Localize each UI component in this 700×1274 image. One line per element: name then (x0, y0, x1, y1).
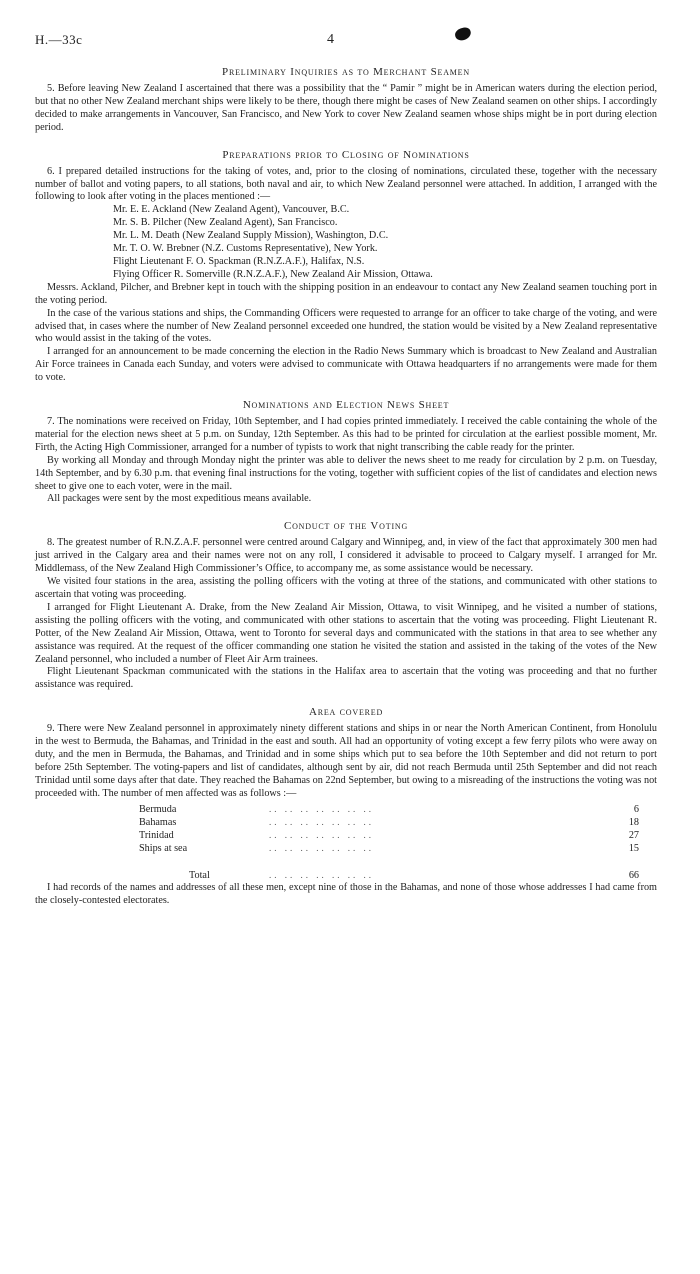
document-reference: H.—33c (35, 32, 83, 47)
section-heading-merchant: Preliminary Inquiries as to Merchant Seamen (222, 66, 470, 78)
section-heading-preparations: Preparations prior to Closing of Nominations (222, 148, 470, 161)
paragraph: Messrs. Ackland, Pilcher, and Brebner kept in touch with the shipping position in an endeavour to contact any New Zealand seamen touching port in the voting period. (35, 281, 657, 306)
total-value: 66 (628, 869, 639, 881)
paragraph: I arranged for Flight Lieutenant A. Drake, from the New Zealand Air Mission, Ottawa, to visit Winnipeg, and he visited a number of stations, assisting the polling officers with the voting, and communicated with other stations to ascertain that the voting was proceeding. Flight Lieutenant R. Potter, of the New Zealand Air Mission, Ottawa, went to Toronto for several days and communicated with the stations in that area to see whether any assistance was required. At the request of the officer commanding one station he visited the station and assisted in the taking of the votes of the New Zealand personnel, who included a number of Fleet Air Arm trainees. (35, 601, 657, 665)
table-row (139, 829, 639, 842)
paragraph: I arranged for an announcement to be made concerning the election in the Radio News Summary which is broadcast to New Zealand and Australian Air Force trainees in Canada each Sunday, and voters were advised to communicate with Ottawa headquarters if no arrangements were made for them to vote. (35, 346, 657, 384)
total-label: Total (189, 869, 210, 881)
paragraph-6: 6. I prepared detailed instructions for the taking of votes, and, prior to the closing of nominations, circulated these, together with the necessary number of ballot and voting papers, to all stations, both naval and air, to which New Zealand personnel were attached. In addition, I arranged with the following to look after voting in the places mentioned :— (35, 165, 657, 203)
paragraph: By working all Monday and through Monday night the printer was able to deliver the news sheet to me ready for circulation by 2 p.m. on Tuesday, 14th September, and by 6.30 p.m. that evening final instructions for the voting, together with sufficient copies of the list of candidates and election news sheet to give one to each voter, were in the mail. (35, 454, 657, 492)
leader-dots: .. .. .. .. .. .. .. (269, 816, 374, 827)
row-value: 18 (628, 816, 639, 828)
page-header (35, 32, 657, 52)
list-item: Mr. E. E. Ackland (New Zealand Agent), Vancouver, B.C. (113, 204, 350, 216)
list-item: Mr. L. M. Death (New Zealand Supply Mission), Washington, D.C. (113, 230, 389, 242)
paragraph: In the case of the various stations and ships, the Commanding Officers were requested to arrange for an officer to take charge of the voting, and were advised that, in cases where the number of New Zealand personnel exceeded one hundred, the station would be visited by a New Zealand representative who would assist in the taking of the votes. (35, 307, 657, 345)
table-row (139, 816, 639, 829)
row-label: Bahamas (139, 816, 177, 828)
closing-paragraph: I had records of the names and addresses of all these men, except nine of those in the Bahamas, and none of those whose addresses I had came from the closely-contested electorates. (35, 881, 657, 906)
row-label: Bermuda (139, 803, 177, 815)
row-value: 6 (633, 803, 639, 815)
list-item: Mr. T. O. W. Brebner (N.Z. Customs Representative), New York. (113, 243, 378, 255)
ink-blot (454, 26, 473, 42)
table-row (139, 803, 639, 816)
paragraph-7: 7. The nominations were received on Friday, 10th September, and I had copies printed immediately. I received the cable containing the whole of the material for the election news sheet at 5 p.m. on Sunday, 12th September. As this had to be printed for circulation at the earliest possible moment, Mr. Firth, the Acting High Commissioner, arranged for a number of typists to work that night transcribing the cable ready for the printer. (35, 416, 657, 453)
leader-dots: .. .. .. .. .. .. .. (269, 803, 374, 814)
row-label: Ships at sea (139, 842, 188, 854)
paragraph: All packages were sent by the most expeditious means available. (47, 493, 312, 505)
list-item: Flying Officer R. Somerville (R.N.Z.A.F.), New Zealand Air Mission, Ottawa. (113, 268, 433, 280)
page-number: 4 (327, 32, 334, 47)
document-page (35, 32, 657, 908)
leader-dots: .. .. .. .. .. .. .. (269, 869, 374, 880)
table-row (139, 842, 639, 855)
paragraph: Flight Lieutenant Spackman communicated with the stations in the Halifax area to ascertain that the voting was proceeding and that no further assistance was required. (35, 666, 657, 691)
list-item: Mr. S. B. Pilcher (New Zealand Agent), San Francisco. (113, 217, 338, 229)
paragraph-9: 9. There were New Zealand personnel in approximately ninety different stations and ships in or near the North American Continent, from Honolulu in the west to Bermuda, the Bahamas, and Trinidad in the east and south. All had an opportunity of voting except a few ferry pilots who were away on duty, and the men in Bermuda, the Bahamas, and Trinidad and in some ships which put to sea before the 10th September and did not return to port before 25th September. The voting-papers and list of candidates, although sent by air, did not reach Bermuda until 25th September and did not reach Trinidad until some days after that date. They reached the Bahamas on 22nd September, but owing to a misreading of the instructions the voting was not proceeded with. The number of men affected was as follows :— (35, 723, 657, 799)
row-label: Trinidad (139, 829, 174, 841)
leader-dots: .. .. .. .. .. .. .. (269, 842, 374, 853)
section-heading-conduct: Conduct of the Voting (283, 520, 409, 533)
representatives-list (113, 204, 657, 281)
row-value: 15 (628, 842, 639, 854)
section-heading-area: Area covered (308, 706, 384, 719)
paragraph-8: 8. The greatest number of R.N.Z.A.F. personnel were centred around Calgary and Winnipeg, and, in view of the fact that approximately 300 men had just arrived in the Calgary area and their names were not on any roll, I considered it advisable to proceed to Calgary myself. I arranged for Mr. Middlemass, of the New Zealand High Commissioner’s Office, to accompany me, as some assistance would be necessary. (35, 537, 657, 575)
men-affected-table (139, 803, 639, 882)
list-item: Flight Lieutenant F. O. Spackman (R.N.Z.A.F.), Halifax, N.S. (113, 255, 365, 267)
total-row (139, 855, 639, 882)
leader-dots: .. .. .. .. .. .. .. (269, 829, 374, 840)
paragraph: We visited four stations in the area, assisting the polling officers with the voting at three of the stations, and communicated with other stations to ascertain that voting was proceeding. (35, 576, 657, 600)
paragraph-5: 5. Before leaving New Zealand I ascertained that there was a possibility that the “ Pamir ” might be in American waters during the election period, but that no other New Zealand merchant ships were likely to be there, though there might be cases of New Zealand seamen on other ships. I accordingly decided to make arrangements in Vancouver, San Francisco, and New York to cover New Zealand seamen whose ships might be in port during election period. (35, 83, 657, 133)
row-value: 27 (628, 829, 639, 841)
section-heading-nominations: Nominations and Election News Sheet (242, 399, 450, 412)
